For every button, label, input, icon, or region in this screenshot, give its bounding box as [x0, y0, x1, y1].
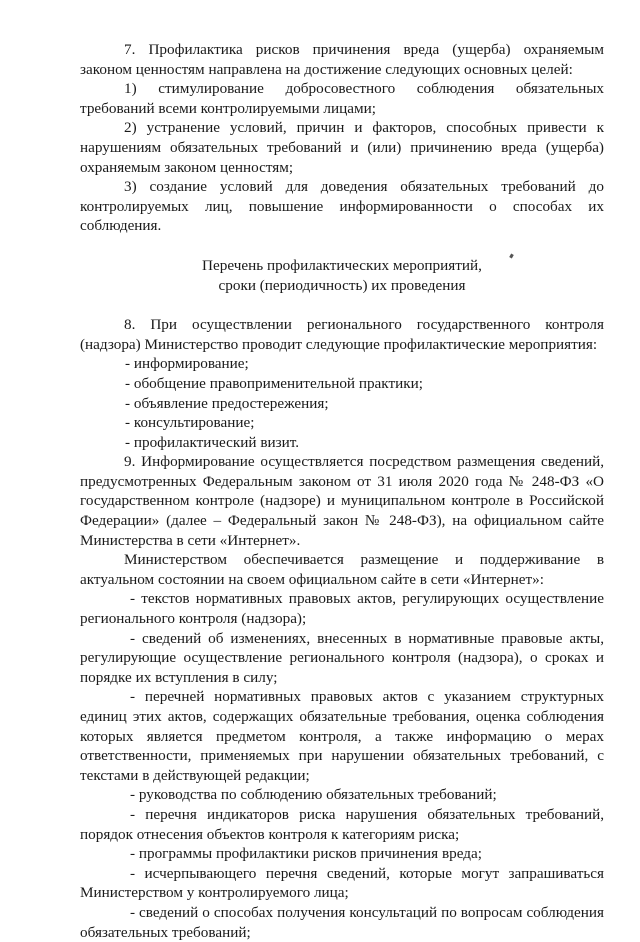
- list-item: - информирование;: [125, 355, 249, 373]
- paragraph-ministry: Министерством обеспечивается размещение и поддерживание в актуальном состоянии на своем официальном сайте в сети «Интернет»:: [80, 551, 604, 588]
- paragraph-7-item-1: 1) стимулирование добросовестного соблюдения обязательных требований всеми контролируемыми лицами;: [80, 80, 604, 117]
- list-item: - программы профилактики рисков причинения вреда;: [130, 845, 482, 863]
- list-item: - объявление предостережения;: [125, 394, 329, 412]
- list-item: - перечня индикаторов риска нарушения обязательных требований, порядок отнесения объектов контроля к категориям риска;: [80, 805, 604, 843]
- list-item: - сведений о способах получения консультаций по вопросам соблюдения обязательных требований;: [80, 903, 604, 941]
- spacer: [80, 236, 604, 256]
- list-item: - консультирование;: [125, 414, 255, 432]
- list-item: - перечней нормативных правовых актов с указанием структурных единиц этих актов, содержащих обязательные требования, оценка соблюдения которых является предметом контроля, а также информацию о мерах ответственности, применяемых при нарушении обязательных требований, с текстами в действующей редакции;: [80, 688, 604, 784]
- paragraph-7-item-3: 3) создание условий для доведения обязательных требований до контролируемых лиц, повышение информированности о способах их соблюдения.: [80, 178, 604, 235]
- paragraph-8: 8. При осуществлении регионального государственного контроля (надзора) Министерство проводит следующие профилактические мероприятия:: [80, 316, 604, 353]
- paragraph-7: 7. Профилактика рисков причинения вреда (ущерба) охраняемым законом ценностям направлена на достижение следующих основных целей:: [80, 41, 604, 78]
- list-item: - сведений об изменениях, внесенных в нормативные правовые акты, регулирующие осуществление регионального контроля (надзора), о сроках и порядке их вступления в силу;: [80, 629, 604, 686]
- section-heading-line-1: Перечень профилактических мероприятий,: [202, 256, 482, 274]
- section-heading-line-2: сроки (периодичность) их проведения: [218, 276, 466, 294]
- paragraph-7-item-2: 2) устранение условий, причин и факторов, способных привести к нарушениям обязательных требований и (или) причинению вреда (ущерба) охраняемым законом ценностям;: [80, 119, 604, 176]
- list-item: - текстов нормативных правовых актов, регулирующих осуществление регионального контроля (надзора);: [80, 590, 604, 628]
- spacer: [80, 295, 604, 315]
- document-page: [80, 40, 604, 942]
- list-item: - профилактический визит.: [125, 433, 300, 451]
- list-item: - исчерпывающего перечня сведений, которые могут запрашиваться Министерством у контролируемого лица;: [80, 864, 604, 902]
- list-item: - руководства по соблюдению обязательных требований;: [130, 786, 497, 804]
- paragraph-9: 9. Информирование осуществляется посредством размещения сведений, предусмотренных Федеральным законом от 31 июля 2020 года № 248-ФЗ «О государственном контроле (надзоре) и муниципальном контроле в Российской Федерации» (далее – Федеральный закон № 248-ФЗ), на официальном сайте Министерства в сети «Интернет».: [80, 453, 604, 549]
- list-item: - обобщение правоприменительной практики;: [125, 374, 423, 392]
